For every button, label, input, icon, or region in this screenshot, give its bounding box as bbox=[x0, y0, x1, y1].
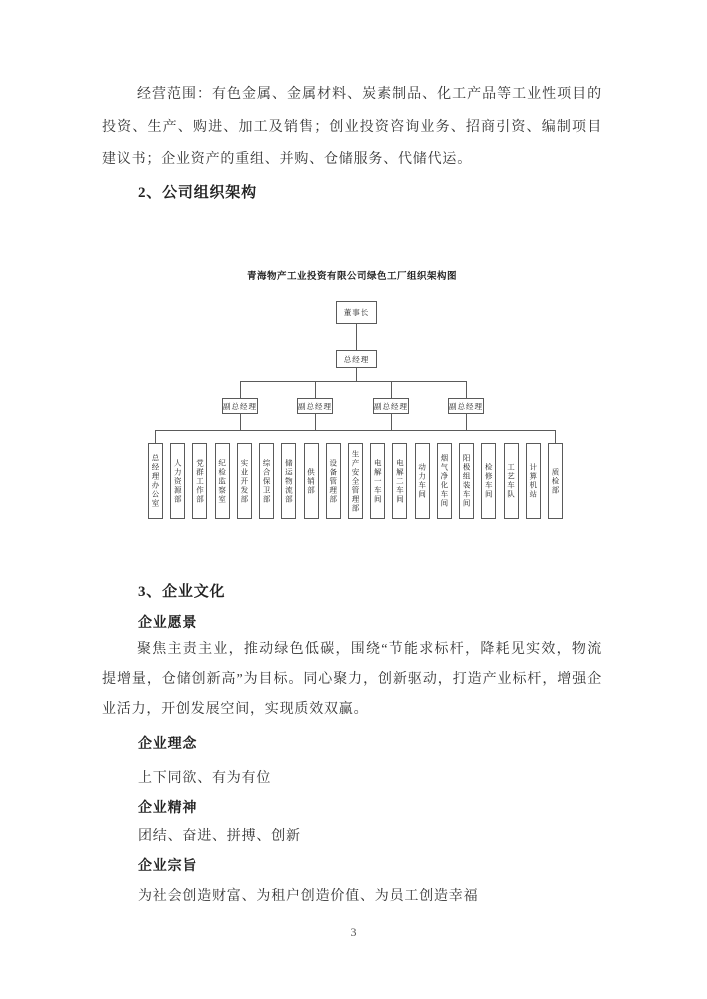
org-box-deputy-gm: 副总经理 bbox=[448, 398, 484, 414]
org-box-department: 质检部 bbox=[548, 443, 563, 519]
org-connector-line bbox=[391, 414, 392, 430]
org-box-deputy-gm: 副总经理 bbox=[222, 398, 258, 414]
org-box-department: 动力车间 bbox=[415, 443, 430, 519]
org-connector-line bbox=[240, 381, 241, 398]
org-connector-line bbox=[240, 414, 241, 430]
org-department-row bbox=[148, 443, 563, 519]
org-box-department: 总经理办公室 bbox=[148, 443, 163, 519]
business-scope-paragraph: 经营范围：有色金属、金属材料、炭素制品、化工产品等工业性项目的投资、生产、购进、加工及销售；创业投资咨询业务、招商引资、编制项目建议书；企业资产的重组、并购、仓储服务、代储代运。 bbox=[102, 87, 602, 167]
org-box-department: 纪检监察室 bbox=[215, 443, 230, 519]
purpose-text: 为社会创造财富、为租户创造价值、为员工创造幸福 bbox=[138, 889, 479, 904]
org-connector-line bbox=[356, 368, 357, 381]
org-box-general-manager: 总经理 bbox=[336, 350, 377, 368]
org-connector-line bbox=[315, 381, 316, 398]
org-box-department: 检修车间 bbox=[481, 443, 496, 519]
org-box-department: 供销部 bbox=[304, 443, 319, 519]
org-box-department: 烟气净化车间 bbox=[437, 443, 452, 519]
org-chart-title: 青海物产工业投资有限公司绿色工厂组织架构图 bbox=[246, 272, 457, 282]
purpose-label: 企业宗旨 bbox=[138, 859, 198, 874]
org-box-department: 电解一车间 bbox=[370, 443, 385, 519]
org-box-department: 储运物流部 bbox=[281, 443, 296, 519]
org-connector-line bbox=[155, 430, 556, 431]
org-connector-line bbox=[466, 414, 467, 430]
org-box-department: 人力资源部 bbox=[170, 443, 185, 519]
org-box-deputy-gm: 副总经理 bbox=[373, 398, 409, 414]
org-box-department: 设备管理部 bbox=[326, 443, 341, 519]
section2-heading: 2、公司组织架构 bbox=[138, 185, 257, 201]
org-connector-line bbox=[315, 414, 316, 430]
vision-paragraph: 聚焦主责主业，推动绿色低碳，围绕“节能求标杆，降耗见实效，物流提增量，仓储创新高”为目标。同心聚力，创新驱动，打造产业标杆，增强企业活力，开创发展空间，实现质效双赢。 bbox=[102, 642, 602, 717]
page-number: 3 bbox=[350, 925, 357, 939]
section3-heading: 3、企业文化 bbox=[138, 584, 226, 600]
org-box-department: 计算机站 bbox=[526, 443, 541, 519]
org-box-department: 阳极组装车间 bbox=[459, 443, 474, 519]
org-connector-line bbox=[555, 430, 556, 443]
vision-label: 企业愿景 bbox=[138, 616, 198, 631]
spirit-label: 企业精神 bbox=[138, 801, 198, 816]
org-connector-line bbox=[356, 324, 357, 350]
org-box-department: 党群工作部 bbox=[192, 443, 207, 519]
org-connector-line bbox=[240, 381, 467, 382]
org-box-department: 实业开发部 bbox=[237, 443, 252, 519]
org-box-department: 生产安全管理部 bbox=[348, 443, 363, 519]
org-box-chairman: 董事长 bbox=[336, 301, 377, 324]
org-box-deputy-gm: 副总经理 bbox=[297, 398, 333, 414]
org-connector-line bbox=[391, 381, 392, 398]
philosophy-label: 企业理念 bbox=[138, 737, 198, 752]
philosophy-text: 上下同欲、有为有位 bbox=[138, 771, 272, 786]
org-box-department: 电解二车间 bbox=[392, 443, 407, 519]
org-connector-line bbox=[466, 381, 467, 398]
spirit-text: 团结、奋进、拼搏、创新 bbox=[138, 829, 301, 844]
org-box-department: 综合保卫部 bbox=[259, 443, 274, 519]
org-box-department: 工艺车队 bbox=[504, 443, 519, 519]
org-connector-line bbox=[155, 430, 156, 443]
